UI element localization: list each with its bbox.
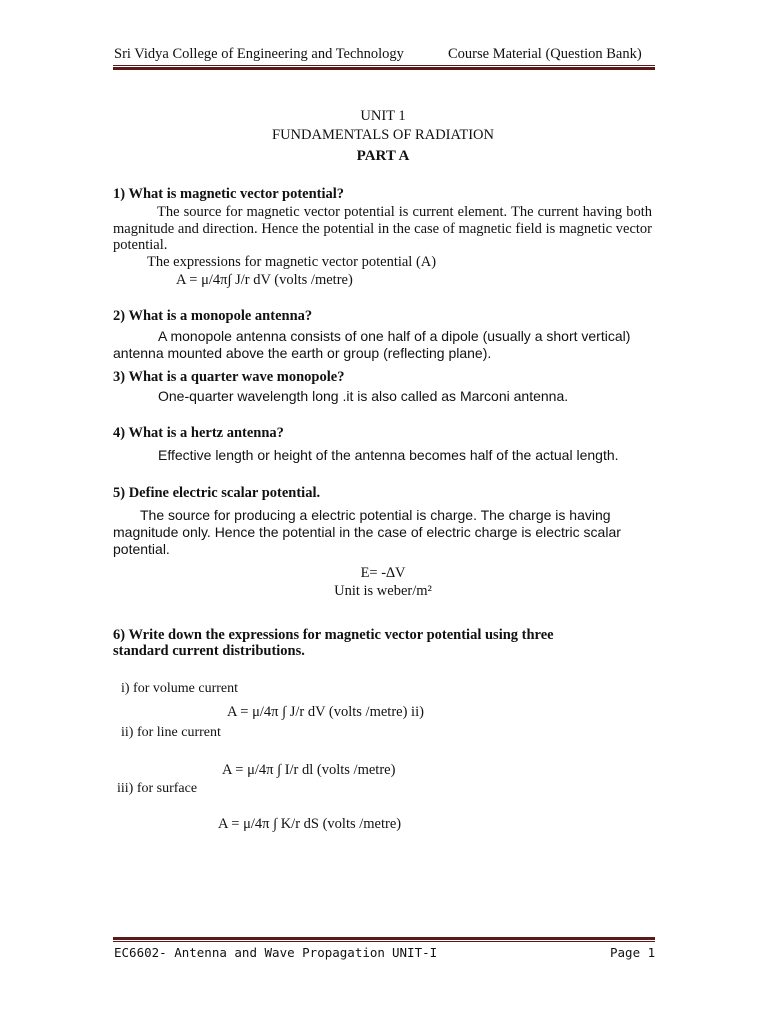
q6-line-current-expression: A = μ/4π ∫ I/r dl (volts /metre): [222, 762, 396, 778]
header-rule-thin: [113, 65, 655, 66]
question-5: 5) Define electric scalar potential.: [113, 485, 321, 501]
q6-volume-current-expression: A = μ/4π ∫ J/r dV (volts /metre) ii): [227, 704, 424, 720]
answer-3: One-quarter wavelength long .it is also called as Marconi antenna.: [158, 388, 569, 404]
answer-1-expression: A = μ/4π∫ J/r dV (volts /metre): [176, 272, 353, 288]
answer-1-text: The source for magnetic vector potential is current element. The current having both magnitude and direction. Hence the potential in the case of magnetic field is magnetic vector potential.: [113, 204, 652, 253]
question-2: 2) What is a monopole antenna?: [113, 308, 313, 324]
subject-title: FUNDAMENTALS OF RADIATION: [272, 127, 494, 143]
answer-1: [113, 204, 652, 254]
part-title: PART A: [356, 148, 410, 164]
answer-2-line-1: A monopole antenna consists of one half of a dipole (usually a short vertical): [158, 328, 631, 344]
question-6-line-1: 6) Write down the expressions for magnetic vector potential using three: [113, 627, 554, 643]
header-rule-thick: [113, 67, 655, 70]
answer-5-unit: Unit is weber/m²: [334, 583, 432, 599]
header-document-type: Course Material (Question Bank): [448, 46, 642, 62]
answer-2-line-2: antenna mounted above the earth or group (reflecting plane).: [113, 345, 492, 361]
q6-surface-label: iii) for surface: [117, 781, 198, 796]
footer-rule-thick: [113, 937, 655, 940]
answer-5-line-1: The source for producing a electric potential is charge. The charge is having: [140, 507, 611, 523]
answer-4: Effective length or height of the antenna becomes half of the actual length.: [158, 447, 619, 463]
answer-5-line-3: potential.: [113, 541, 170, 557]
answer-5-expression: E= -∆V: [360, 565, 406, 581]
q6-line-current-label: ii) for line current: [121, 725, 221, 740]
q6-surface-expression: A = μ/4π ∫ K/r dS (volts /metre): [218, 816, 402, 832]
footer-course: EC6602- Antenna and Wave Propagation: [114, 945, 385, 960]
question-4: 4) What is a hertz antenna?: [113, 425, 284, 441]
question-1: 1) What is magnetic vector potential?: [113, 186, 345, 202]
footer-rule-thin: [113, 941, 655, 942]
question-3: 3) What is a quarter wave monopole?: [113, 369, 345, 385]
footer-unit: UNIT-I: [392, 945, 438, 960]
q6-volume-current-label: i) for volume current: [121, 681, 239, 696]
header-college-name: Sri Vidya College of Engineering and Technology: [114, 46, 404, 62]
unit-title: UNIT 1: [360, 108, 406, 124]
answer-1-expression-intro: The expressions for magnetic vector potential (A): [147, 254, 437, 270]
question-6-line-2: standard current distributions.: [113, 643, 305, 659]
footer-page-number: Page 1: [610, 945, 656, 960]
answer-5-line-2: magnitude only. Hence the potential in the case of electric charge is electric scalar: [113, 524, 621, 540]
